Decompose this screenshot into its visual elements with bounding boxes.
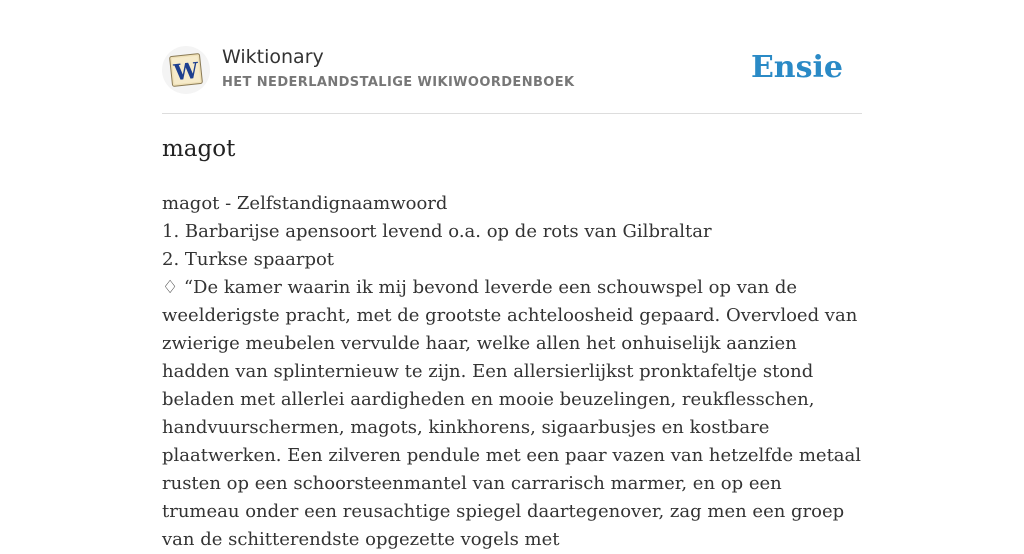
definition-2: 2. Turkse spaarpot [162,249,335,270]
site-tagline: HET NEDERLANDSTALIGE WIKIWOORDENBOEK [222,75,575,90]
logo-tile-graphic [162,46,210,94]
entry-title: magot [162,136,236,162]
logo-letter: W [172,57,200,87]
site-name[interactable]: Wiktionary [222,46,324,68]
ensie-brand-link[interactable]: Ensie [750,50,843,85]
wiktionary-logo-icon[interactable] [162,46,210,94]
site-header [162,44,862,104]
part-of-speech: magot - Zelfstandignaamwoord [162,193,448,214]
entry-content [162,190,862,554]
example-quote: ♢ “De kamer waarin ik mij bevond leverde een schouwspel op van de weelderigste pracht, met de grootste achteloosheid gepaard. Overvloed van zwierige meubelen vervulde haar, welke allen het onhuiselijk aanzien hadden van splinternieuw te zijn. Een allersierlijkst pronktafeltje stond beladen met allerlei aardigheden en mooie beuzelingen, reukflesschen, handvuurschermen, magots, kinkhorens, sigaarbusjes en kostbare plaatwerken. Een zilveren pendule met een paar vazen van hetzelfde metaal rusten op een schoorsteenmantel van carrarisch marmer, en op een trumeau onder een reusachtige spiegel daartegenover, zag men een groep van de schitterendste opgezette vogels met [162,277,862,550]
definition-1: 1. Barbarijse apensoort levend o.a. op de rots van Gilbraltar [162,221,712,242]
header-divider [162,113,862,114]
